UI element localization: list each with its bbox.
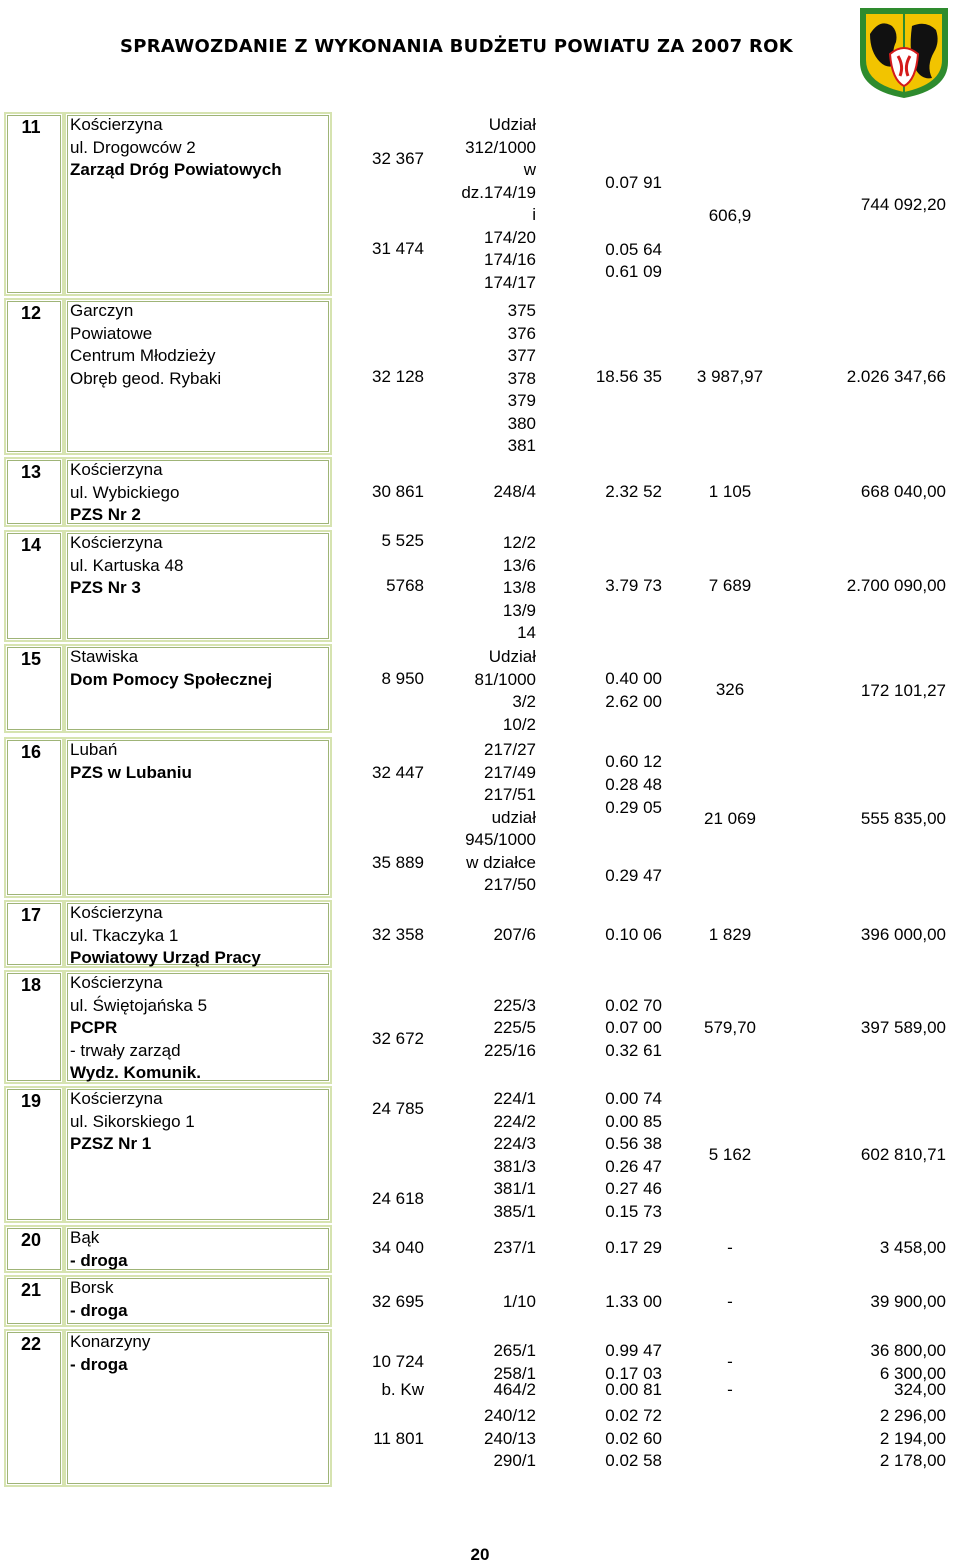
plot-number: w działce [466, 852, 536, 872]
row-number: 20 [20, 1230, 42, 1250]
value-b: 6 300,00 [879, 1363, 946, 1383]
plot-area: 18.56 35 [595, 367, 662, 386]
value-a: 21 069 [704, 809, 756, 828]
plot-area: 0.05 64 [605, 240, 662, 259]
land-register-number: 32 447 [372, 763, 424, 782]
row-description-line: PZS Nr 3 [70, 578, 141, 597]
row-number: 13 [20, 462, 42, 482]
row-description-line: Lubań [70, 740, 118, 759]
value-b: 555 835,00 [860, 809, 946, 828]
value-a: 1 105 [708, 482, 752, 501]
row-number: 17 [20, 905, 42, 925]
value-a: 5 162 [708, 1145, 752, 1164]
row-description-line: ul. Wybickiego [70, 482, 180, 502]
plot-number: 1/10 [502, 1292, 536, 1311]
row-description-line: Konarzyny [70, 1332, 151, 1351]
value-a: 1 829 [708, 925, 752, 944]
row-number: 16 [20, 742, 42, 762]
row-description-line: ul. Świętojańska 5 [70, 995, 208, 1015]
coat-of-arms-icon [856, 4, 952, 100]
row-description-line: PZS Nr 2 [70, 505, 141, 524]
plot-area: 0.07 91 [605, 173, 662, 192]
plot-area: 0.02 72 [605, 1406, 662, 1425]
plot-number: Udział [488, 115, 536, 134]
row-description-line: PZSZ Nr 1 [70, 1134, 152, 1153]
row-description-line: - droga [70, 1300, 128, 1320]
plot-area: 0.17 03 [605, 1363, 662, 1383]
value-a: 606,9 [708, 206, 752, 225]
land-register-number: 24 785 [372, 1099, 424, 1118]
plot-number: 217/50 [484, 875, 536, 894]
value-b: 668 040,00 [860, 482, 946, 501]
plot-number: 381/1 [493, 1179, 536, 1198]
plot-number: 381/3 [493, 1156, 536, 1176]
value-b: 396 000,00 [860, 925, 946, 944]
value-b: 2.700 090,00 [846, 576, 946, 595]
land-register-number: 5768 [386, 576, 424, 595]
row-description-line: ul. Sikorskiego 1 [70, 1111, 195, 1131]
plot-number: 237/1 [493, 1238, 536, 1257]
plot-number: dz.174/19 [461, 182, 536, 202]
row-description-line: ul. Kartuska 48 [70, 555, 184, 575]
row-number: 14 [20, 535, 42, 555]
plot-area: 3.79 73 [605, 576, 662, 595]
plot-area: 0.17 29 [605, 1238, 662, 1257]
plot-area: 0.29 05 [605, 798, 662, 817]
row-description-line: Dom Pomocy Społecznej [70, 669, 273, 689]
row-description-line: Stawiska [70, 647, 139, 666]
row-description-line: Kościerzyna [70, 533, 163, 552]
row-description-line: Kościerzyna [70, 460, 163, 479]
row-description-line: Centrum Młodzieży [70, 346, 216, 365]
plot-number: 385/1 [493, 1201, 536, 1221]
plot-number: 265/1 [493, 1341, 536, 1360]
plot-area: 0.02 60 [605, 1428, 662, 1448]
row-number: 19 [20, 1091, 42, 1111]
plot-area: 0.60 12 [605, 752, 662, 771]
land-register-number: 32 358 [372, 925, 424, 944]
plot-area: 0.26 47 [605, 1156, 662, 1176]
plot-number: 378 [507, 368, 536, 388]
row-description-line: Kościerzyna [70, 973, 163, 992]
plot-number: 240/13 [484, 1428, 536, 1448]
plot-area: 2.62 00 [605, 692, 662, 711]
value-b: 39 900,00 [870, 1292, 946, 1311]
row-description-line: Kościerzyna [70, 115, 163, 134]
value-b: 397 589,00 [860, 1018, 946, 1037]
land-register-number: 34 040 [372, 1238, 424, 1257]
land-register-number: 32 672 [372, 1029, 424, 1048]
row-description-line: Kościerzyna [70, 903, 163, 922]
plot-number: 225/16 [484, 1040, 536, 1060]
row-description-line: Zarząd Dróg Powiatowych [70, 160, 282, 179]
plot-area: 2.32 52 [605, 482, 662, 501]
land-register-number: 30 861 [372, 482, 424, 501]
row-description-line: Garczyn [70, 301, 134, 320]
value-a: 326 [715, 680, 745, 699]
value-b: 36 800,00 [870, 1341, 946, 1360]
plot-area: 0.28 48 [605, 775, 662, 794]
plot-number: 464/2 [493, 1380, 536, 1399]
plot-area: 0.99 47 [605, 1341, 662, 1360]
plot-number: 290/1 [493, 1451, 536, 1470]
plot-number: 312/1000 [465, 137, 536, 157]
plot-number: 225/5 [493, 1018, 536, 1037]
plot-number: 174/16 [484, 250, 536, 269]
row-description-line: - droga [70, 1250, 128, 1270]
plot-number: 225/3 [493, 995, 536, 1015]
plot-number: Udział [488, 647, 536, 666]
plot-number: 217/51 [484, 785, 536, 804]
row-description-line: Bąk [70, 1228, 100, 1247]
value-a: - [727, 1352, 733, 1372]
plot-number: 224/1 [493, 1089, 536, 1108]
plot-number: i [532, 205, 536, 224]
value-b: 2 194,00 [879, 1428, 946, 1448]
row-description-line: Wydz. Komunik. [70, 1063, 201, 1082]
value-b: 744 092,20 [860, 195, 946, 214]
row-description-line: Kościerzyna [70, 1089, 163, 1108]
plot-number: 945/1000 [465, 830, 536, 849]
row-number: 18 [20, 975, 42, 995]
plot-number: 217/27 [484, 740, 536, 759]
plot-area: 0.61 09 [605, 262, 662, 281]
plot-number: 174/20 [484, 227, 536, 247]
land-register-number: 35 889 [372, 853, 424, 872]
plot-number: 375 [507, 301, 536, 320]
plot-number: 13/9 [502, 600, 536, 620]
value-b: 324,00 [894, 1380, 946, 1399]
value-a: - [727, 1380, 733, 1399]
plot-number: 258/1 [493, 1363, 536, 1383]
land-register-number: 8 950 [381, 669, 424, 688]
plot-number: 217/49 [484, 762, 536, 782]
plot-number: 3/2 [512, 692, 536, 711]
plot-number: 207/6 [493, 925, 536, 944]
land-register-number: 5 525 [381, 531, 424, 550]
plot-number: 381 [507, 436, 536, 455]
plot-area: 0.02 58 [605, 1451, 662, 1470]
plot-area: 0.00 81 [605, 1380, 662, 1399]
plot-area: 0.40 00 [605, 669, 662, 688]
land-register-number: 24 618 [372, 1189, 424, 1208]
row-description-line: ul. Drogowców 2 [70, 137, 196, 157]
plot-area: 0.56 38 [605, 1134, 662, 1153]
page-header-title: SPRAWOZDANIE Z WYKONANIA BUDŻETU POWIATU ZA 2007 ROK [120, 36, 793, 57]
value-b: 172 101,27 [860, 681, 946, 700]
value-a: 579,70 [704, 1018, 756, 1037]
page-number: 20 [470, 1545, 490, 1564]
plot-number: 224/3 [493, 1134, 536, 1153]
plot-area: 0.02 70 [605, 995, 662, 1015]
value-b: 2 178,00 [879, 1451, 946, 1470]
plot-area: 0.00 74 [605, 1089, 662, 1108]
value-b: 2.026 347,66 [846, 367, 946, 386]
land-register-number: b. Kw [381, 1380, 424, 1399]
plot-area: 1.33 00 [605, 1292, 662, 1311]
plot-area: 0.07 00 [605, 1018, 662, 1037]
row-description-line: PZS w Lubaniu [70, 762, 192, 782]
plot-number: 10/2 [502, 714, 536, 734]
plot-number: 14 [517, 623, 536, 642]
land-register-number: 31 474 [372, 239, 424, 258]
plot-number: 224/2 [493, 1111, 536, 1131]
plot-number: 174/17 [484, 272, 536, 292]
value-a: 7 689 [708, 576, 752, 595]
row-frame [4, 112, 64, 296]
value-a: 3 987,97 [696, 367, 764, 386]
row-number: 11 [21, 117, 41, 137]
plot-area: 0.00 85 [605, 1111, 662, 1131]
plot-area: 0.10 06 [605, 925, 662, 944]
row-description-line: - droga [70, 1354, 128, 1374]
plot-number: 376 [507, 323, 536, 343]
row-description-line: - trwały zarząd [70, 1040, 181, 1060]
row-description-line: Powiatowy Urząd Pracy [70, 948, 261, 967]
plot-number: 81/1000 [474, 669, 536, 689]
plot-area: 0.27 46 [605, 1179, 662, 1198]
plot-number: 240/12 [484, 1406, 536, 1425]
plot-number: w [523, 160, 536, 179]
row-description-line: ul. Tkaczyka 1 [70, 925, 179, 945]
row-number: 21 [20, 1280, 42, 1300]
row-description-line: PCPR [70, 1018, 118, 1037]
land-register-number: 32 128 [372, 367, 424, 386]
value-b: 2 296,00 [879, 1406, 946, 1425]
row-description-line: Powiatowe [70, 323, 153, 343]
row-number: 22 [20, 1334, 42, 1354]
plot-number: 13/6 [502, 555, 536, 575]
row-number: 12 [20, 303, 42, 323]
plot-number: 13/8 [502, 578, 536, 597]
plot-number: 12/2 [502, 533, 536, 552]
value-b: 3 458,00 [879, 1238, 946, 1257]
plot-area: 0.32 61 [605, 1040, 662, 1060]
land-register-number: 11 801 [373, 1428, 424, 1448]
value-a: - [727, 1292, 733, 1311]
land-register-number: 32 367 [372, 149, 424, 168]
value-b: 602 810,71 [860, 1145, 946, 1164]
plot-area: 0.15 73 [605, 1201, 662, 1221]
plot-area: 0.29 47 [605, 866, 662, 885]
row-description-line: Borsk [70, 1278, 114, 1297]
land-register-number: 32 695 [372, 1292, 424, 1311]
plot-number: 380 [507, 413, 536, 433]
land-register-number: 10 724 [372, 1352, 424, 1372]
value-a: - [727, 1238, 733, 1257]
plot-number: 377 [507, 346, 536, 365]
row-description-line: Obręb geod. Rybaki [70, 368, 222, 388]
plot-number: 248/4 [493, 482, 536, 501]
plot-number: udział [491, 807, 536, 827]
row-number: 15 [20, 649, 42, 669]
plot-number: 379 [507, 391, 536, 410]
